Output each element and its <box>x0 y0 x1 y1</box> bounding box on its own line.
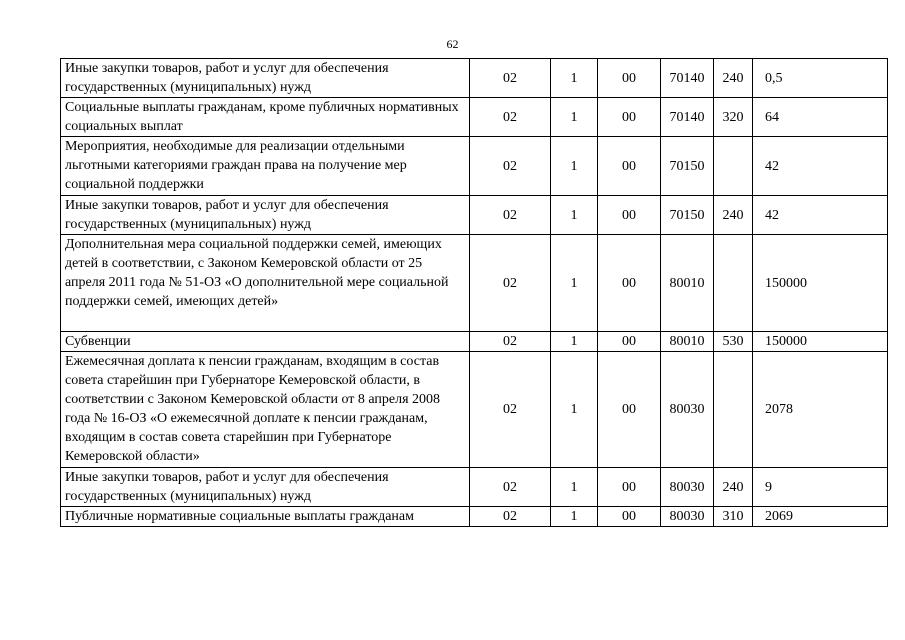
subsection-code-cell: 1 <box>551 196 598 235</box>
article-code-cell: 70150 <box>661 137 714 196</box>
sum-cell: 2078 <box>753 352 888 468</box>
row-name-cell: Мероприятия, необходимые для реализации отдельными льготными категориями граждан права на получение мер социальной поддержки <box>61 137 470 196</box>
table-row <box>61 468 888 507</box>
sum-cell: 2069 <box>753 507 888 527</box>
section-code-cell: 02 <box>470 98 551 137</box>
section-code-cell: 02 <box>470 332 551 352</box>
article-code-cell: 80030 <box>661 507 714 527</box>
section-code-cell: 02 <box>470 352 551 468</box>
article-code-cell: 80010 <box>661 332 714 352</box>
expense-type-cell: 530 <box>714 332 753 352</box>
table-row <box>61 59 888 98</box>
program-code-cell: 00 <box>598 468 661 507</box>
article-code-cell: 80030 <box>661 352 714 468</box>
subsection-code-cell: 1 <box>551 137 598 196</box>
row-name-cell: Субвенции <box>61 332 470 352</box>
table-row <box>61 235 888 332</box>
subsection-code-cell: 1 <box>551 507 598 527</box>
page-number: 62 <box>446 37 459 51</box>
section-code-cell: 02 <box>470 196 551 235</box>
expense-type-cell <box>714 352 753 468</box>
article-code-cell: 80010 <box>661 235 714 332</box>
table-row <box>61 507 888 527</box>
sum-cell: 0,5 <box>753 59 888 98</box>
expense-type-cell: 240 <box>714 468 753 507</box>
program-code-cell: 00 <box>598 196 661 235</box>
table-row <box>61 98 888 137</box>
article-code-cell: 80030 <box>661 468 714 507</box>
section-code-cell: 02 <box>470 137 551 196</box>
expense-type-cell: 320 <box>714 98 753 137</box>
section-code-cell: 02 <box>470 507 551 527</box>
subsection-code-cell: 1 <box>551 468 598 507</box>
expense-type-cell: 240 <box>714 196 753 235</box>
section-code-cell: 02 <box>470 235 551 332</box>
program-code-cell: 00 <box>598 507 661 527</box>
table-row <box>61 137 888 196</box>
sum-cell: 9 <box>753 468 888 507</box>
table-row <box>61 196 888 235</box>
subsection-code-cell: 1 <box>551 332 598 352</box>
program-code-cell: 00 <box>598 352 661 468</box>
expense-type-cell: 240 <box>714 59 753 98</box>
row-name-cell: Иные закупки товаров, работ и услуг для обеспечения государственных (муниципальных) нужд <box>61 196 470 235</box>
program-code-cell: 00 <box>598 235 661 332</box>
section-code-cell: 02 <box>470 59 551 98</box>
subsection-code-cell: 1 <box>551 98 598 137</box>
table-row <box>61 332 888 352</box>
sum-cell: 150000 <box>753 235 888 332</box>
section-code-cell: 02 <box>470 468 551 507</box>
sum-cell: 42 <box>753 137 888 196</box>
row-name-cell: Иные закупки товаров, работ и услуг для обеспечения государственных (муниципальных) нужд <box>61 59 470 98</box>
row-name-cell: Ежемесячная доплата к пенсии гражданам, входящим в состав совета старейшин при Губернаторе Кемеровской области, в соответствии с Законом Кемеровской области от 8 апреля 2008 года № 16-ОЗ «О ежемесячной доплате к пенсии гражданам, входящим в состав совета старейшин при Губернаторе Кемеровской области» <box>61 352 470 468</box>
article-code-cell: 70150 <box>661 196 714 235</box>
subsection-code-cell: 1 <box>551 59 598 98</box>
sum-cell: 64 <box>753 98 888 137</box>
subsection-code-cell: 1 <box>551 352 598 468</box>
row-name-cell: Социальные выплаты гражданам, кроме публичных нормативных социальных выплат <box>61 98 470 137</box>
program-code-cell: 00 <box>598 137 661 196</box>
expense-type-cell <box>714 235 753 332</box>
sum-cell: 150000 <box>753 332 888 352</box>
program-code-cell: 00 <box>598 332 661 352</box>
program-code-cell: 00 <box>598 59 661 98</box>
program-code-cell: 00 <box>598 98 661 137</box>
sum-cell: 42 <box>753 196 888 235</box>
row-name-cell: Иные закупки товаров, работ и услуг для обеспечения государственных (муниципальных) нужд <box>61 468 470 507</box>
article-code-cell: 70140 <box>661 59 714 98</box>
expense-type-cell <box>714 137 753 196</box>
row-name-cell: Публичные нормативные социальные выплаты гражданам <box>61 507 470 527</box>
article-code-cell: 70140 <box>661 98 714 137</box>
budget-table <box>60 58 888 527</box>
expense-type-cell: 310 <box>714 507 753 527</box>
subsection-code-cell: 1 <box>551 235 598 332</box>
table-row <box>61 352 888 468</box>
row-name-cell: Дополнительная мера социальной поддержки семей, имеющих детей в соответствии, с Законом Кемеровской области от 25 апреля 2011 года № 51-ОЗ «О дополнительной мере социальной поддержки семей, имеющих детей» <box>61 235 470 332</box>
